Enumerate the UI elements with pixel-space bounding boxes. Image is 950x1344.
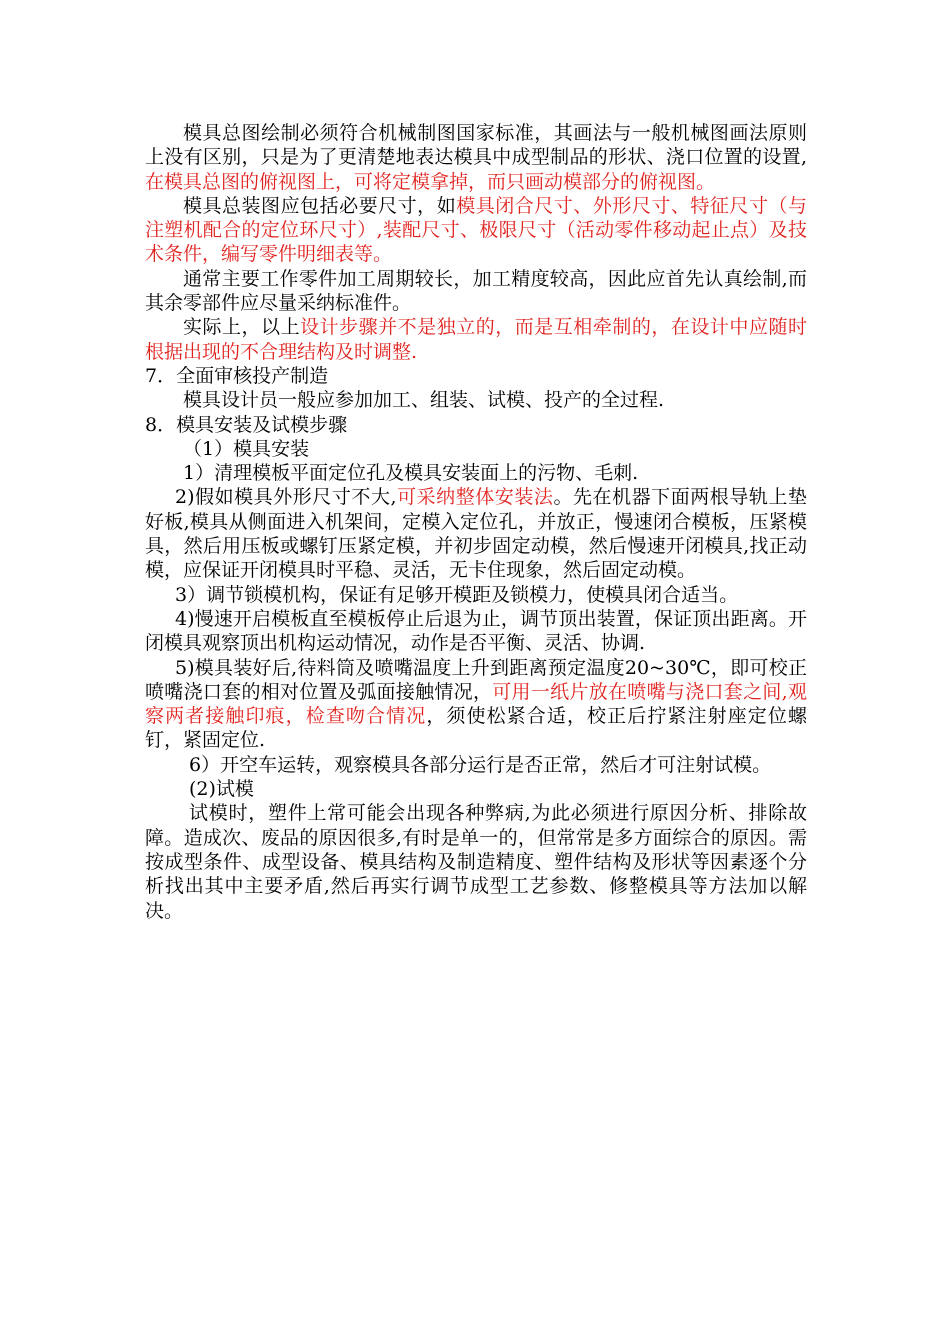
text-run: 1）清理模板平面定位孔及模具安装面上的污物、毛刺. bbox=[183, 462, 639, 485]
text-run: 通常主要工作零件加工周期较长，加工精度较高，因此应首先认真绘制,而其余零部件应尽量采纳标准件。 bbox=[145, 267, 807, 315]
text-run: 2)假如模具外形尺寸不大, bbox=[175, 486, 397, 509]
text-run: 模具设计员一般应参加加工、组装、试模、投产的全过程. bbox=[183, 389, 665, 412]
paragraph bbox=[145, 583, 807, 607]
text-run: 模具总装图应包括必要尺寸，如 bbox=[183, 194, 457, 217]
paragraph bbox=[145, 121, 807, 194]
paragraph bbox=[145, 267, 807, 316]
section-heading bbox=[145, 413, 807, 437]
paragraph bbox=[145, 607, 807, 656]
paragraph bbox=[145, 315, 807, 364]
paragraph bbox=[145, 194, 807, 267]
text-run: ，须使松紧合适，校正后拧紧注射座定位螺钉，紧固定位. bbox=[145, 705, 807, 752]
paragraph bbox=[145, 753, 807, 777]
highlighted-text-run: 可采纳整体安装法 bbox=[396, 486, 554, 509]
paragraph bbox=[145, 801, 807, 922]
subsection-heading bbox=[145, 437, 807, 461]
text-run: 。先在机器下面两根导轨上垫好板,模具从侧面进入机架间，定模入定位孔，并放正，慢速闭合模板，压紧模具，然后用压板或螺钉压紧定模，并初步固定动模，然后慢速开闭模具,找正动模，应保证开闭模具时平稳、灵活，无卡住现象，然后固定动模。 bbox=[145, 486, 807, 582]
text-run: 模具总图绘制必须符合机械制图国家标准，其画法与一般机械图画法原则上没有区别，只是为了更清楚地表达模具中成型制品的形状、浇口位置的设置, bbox=[145, 122, 807, 169]
paragraph bbox=[145, 388, 807, 412]
paragraph bbox=[145, 656, 807, 753]
text-run: 实际上，以上 bbox=[183, 316, 301, 339]
paragraph bbox=[145, 485, 807, 582]
highlighted-text-run: 可用一纸片放在喷嘴与浇口套之间,观察两者接触印痕，检查吻合情况 bbox=[145, 680, 807, 728]
text-run: (2)试模 bbox=[189, 778, 254, 801]
section-heading bbox=[145, 364, 807, 388]
text-run: 4)慢速开启模板直至模板停止后退为止，调节顶出装置，保证顶出距离。开闭模具观察顶出机构运动情况，动作是否平衡、灵活、协调. bbox=[145, 607, 807, 655]
text-run: 6）开空车运转，观察模具各部分运行是否正常，然后才可注射试模。 bbox=[189, 753, 772, 776]
text-run: 8．模具安装及试模步骤 bbox=[145, 413, 348, 436]
paragraph bbox=[145, 461, 807, 485]
text-run: 5)模具装好后,待料筒及喷嘴温度上升到距离预定温度20~30℃，即可校正喷嘴浇口套的相对位置及弧面接触情况， bbox=[145, 656, 807, 703]
text-run: 试模时，塑件上常可能会出现各种弊病,为此必须进行原因分析、排除故障。造成次、废品的原因很多,有时是单一的，但常常是多方面综合的原因。需按成型条件、成型设备、模具结构及制造精度、塑件结构及形状等因素逐个分析找出其中主要矛盾,然后再实行调节成型工艺参数、修整模具等方法加以解决。 bbox=[145, 802, 807, 922]
highlighted-text-run: 设计步骤并不是独立的，而是互相牵制的，在设计中应随时根据出现的不合理结构及时调整. bbox=[145, 316, 807, 363]
text-run: 3）调节锁模机构，保证有足够开模距及锁模力，使模具闭合适当。 bbox=[175, 583, 739, 606]
highlighted-text-run: 模具闭合尺寸、外形尺寸、特征尺寸（与注塑机配合的定位环尺寸）,装配尺寸、极限尺寸（活动零件移动起止点）及技术条件，编写零件明细表等。 bbox=[145, 194, 807, 266]
highlighted-text-run: 在模具总图的俯视图上，可将定模拿掉，而只画动模部分的俯视图。 bbox=[145, 170, 716, 193]
subsection-heading bbox=[145, 777, 807, 801]
text-run: 7．全面审核投产制造 bbox=[145, 364, 329, 387]
document-body bbox=[145, 121, 807, 923]
text-run: （1）模具安装 bbox=[183, 437, 310, 460]
